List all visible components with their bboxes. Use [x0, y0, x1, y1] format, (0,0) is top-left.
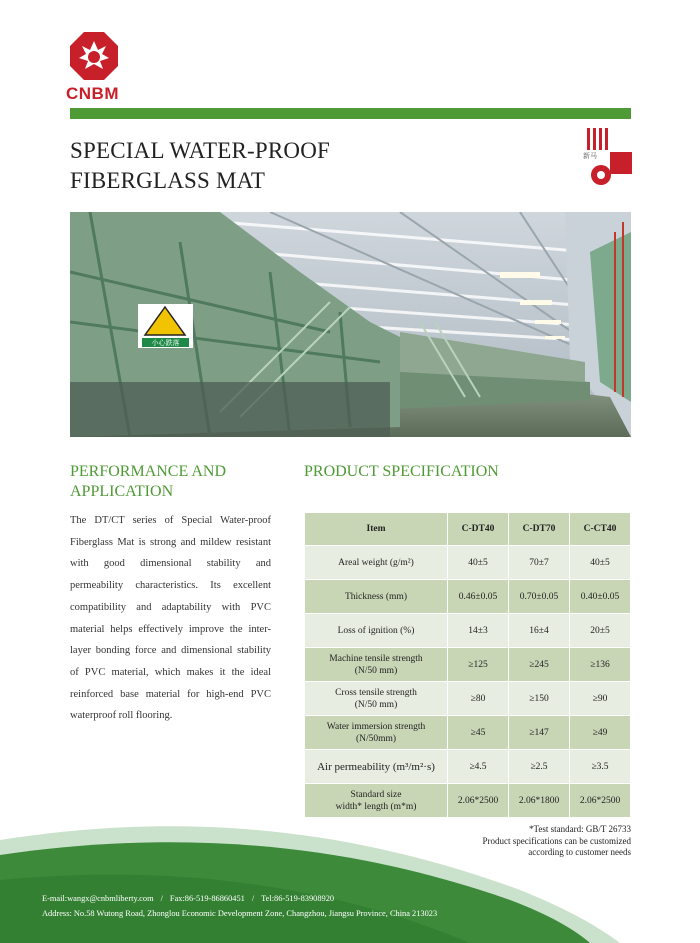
- spec-cell: 40±5: [570, 546, 631, 580]
- performance-body: The DT/CT series of Special Water-proof Fiberglass Mat is strong and mildew resistant with good dimensional stability and permeability characteristics. Its excellent compatibility and adaptability with PVC material helps effectively improve the inter-layer bonding force and dimensional stability of PVC material, which makes it the ideal reinforced base material for high-end PVC waterproof roll flooring.: [70, 515, 271, 722]
- spec-row: [305, 682, 631, 716]
- spec-cell: ≥49: [570, 716, 631, 750]
- spec-row-label-line: Standard size: [350, 789, 402, 800]
- spec-cell: ≥80: [448, 682, 509, 716]
- page-title: [70, 136, 330, 196]
- spec-row: [305, 580, 631, 614]
- spec-cell: 70±7: [509, 546, 570, 580]
- spec-note: [431, 824, 631, 859]
- spec-row-label: [305, 546, 448, 580]
- title-line-2: FIBERGLASS MAT: [70, 168, 266, 193]
- note-line-2: Product specifications can be customized: [482, 835, 631, 846]
- spec-cell: 20±5: [570, 614, 631, 648]
- spec-cell: ≥125: [448, 648, 509, 682]
- spec-cell: 0.46±0.05: [448, 580, 509, 614]
- spec-row-label-line: Machine tensile strength: [329, 653, 423, 664]
- factory-illustration: [70, 212, 631, 437]
- note-line-1: *Test standard: GB/T 26733: [529, 824, 631, 834]
- footer-separator: /: [160, 894, 163, 903]
- spec-header-item: Item: [305, 513, 448, 546]
- footer-contact-line: [42, 893, 334, 904]
- spec-cell: 2.06*2500: [448, 784, 509, 818]
- spec-cell: ≥4.5: [448, 750, 509, 784]
- spec-cell: 14±3: [448, 614, 509, 648]
- footer-email: E-mail:wangx@cnbmliberty.com: [42, 894, 154, 903]
- spec-cell: ≥2.5: [509, 750, 570, 784]
- spec-row-label-unit: width* length (m*m): [335, 801, 417, 812]
- footer-fax: Fax:86-519-86860451: [169, 894, 245, 903]
- spec-table: [304, 512, 631, 818]
- spec-row: [305, 648, 631, 682]
- factory-photo: [70, 212, 631, 437]
- footer-address: Address: No.58 Wutong Road, Zhonglou Economic Development Zone, Changzhou, Jiangsu Province, China 213023: [42, 909, 438, 918]
- cnbm-logo: [66, 30, 126, 104]
- title-line-1: SPECIAL WATER-PROOF: [70, 138, 331, 163]
- logo-text: CNBM: [66, 84, 119, 103]
- spec-cell: ≥45: [448, 716, 509, 750]
- spec-row-label-unit: (N/50mm): [355, 733, 397, 744]
- spec-header-dt40: C-DT40: [448, 513, 509, 546]
- performance-heading-line-1: PERFORMANCE AND: [70, 463, 227, 480]
- spec-cell: 40±5: [448, 546, 509, 580]
- spec-header-row: [305, 513, 631, 546]
- spec-row-label: [305, 716, 448, 750]
- note-line-3: according to customer needs: [528, 847, 631, 857]
- spec-row-label: [305, 648, 448, 682]
- spec-cell: ≥147: [509, 716, 570, 750]
- spec-row-label-unit: (N/50 mm): [354, 699, 398, 710]
- spec-row: [305, 546, 631, 580]
- spec-cell: ≥136: [570, 648, 631, 682]
- spec-row-label: [305, 750, 448, 784]
- company-mark: [583, 128, 633, 188]
- spec-row: [305, 716, 631, 750]
- spec-cell: 0.70±0.05: [509, 580, 570, 614]
- spec-row: [305, 750, 631, 784]
- spec-cell: 0.40±0.05: [570, 580, 631, 614]
- spec-row-label: [305, 614, 448, 648]
- spec-heading: PRODUCT SPECIFICATION: [304, 463, 499, 480]
- footer-separator: /: [251, 894, 255, 903]
- spec-row-label-line: Thickness (mm): [344, 591, 407, 602]
- spec-row-label-line: Water immersion strength: [326, 721, 426, 732]
- cnbm-emblem-icon: [68, 30, 120, 82]
- spec-cell: 16±4: [509, 614, 570, 648]
- spec-cell: ≥150: [509, 682, 570, 716]
- spec-cell: ≥245: [509, 648, 570, 682]
- company-mark-text: 新马: [583, 152, 597, 160]
- spec-header-ct40: C-CT40: [570, 513, 631, 546]
- spec-cell: ≥3.5: [570, 750, 631, 784]
- header-green-bar: [70, 108, 631, 119]
- spec-header-dt70: C-DT70: [509, 513, 570, 546]
- spec-row-label-line: Air permeability (m³/m²·s): [317, 760, 435, 773]
- spec-row-label-line: Loss of ignition (%): [337, 625, 415, 636]
- spec-cell: 2.06*2500: [570, 784, 631, 818]
- spec-cell: 2.06*1800: [509, 784, 570, 818]
- spec-row-label-line: Cross tensile strength: [335, 687, 417, 698]
- spec-row-label: [305, 580, 448, 614]
- spec-row-label-unit: (N/50 mm): [354, 665, 398, 676]
- svg-text:小心跌落: 小心跌落: [151, 339, 180, 347]
- performance-heading: [70, 462, 270, 502]
- footer-tel: Tel:86-519-83908920: [261, 894, 335, 903]
- spec-row-label: [305, 682, 448, 716]
- spec-row: [305, 614, 631, 648]
- performance-heading-line-2: APPLICATION: [70, 483, 174, 500]
- spec-row-label-line: Areal weight (g/m²): [338, 557, 414, 568]
- spec-cell: ≥90: [570, 682, 631, 716]
